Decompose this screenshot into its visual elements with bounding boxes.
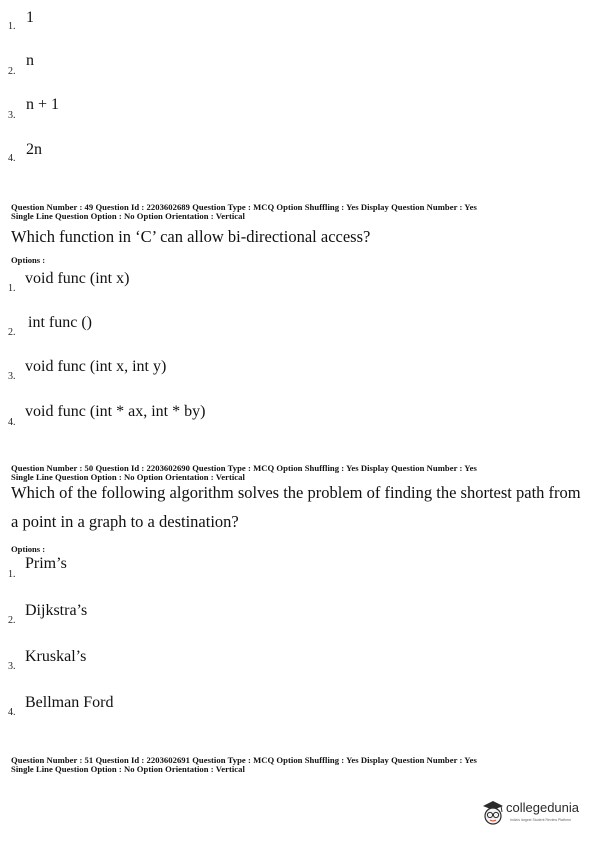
question-meta-line: Question Number : 51 Question Id : 2203602691 Question Type : MCQ Option Shuffling : Yes Display Question Number : Yes [11,755,477,765]
option-text: void func (int x, int y) [25,358,167,375]
option-number: 4. [8,707,16,718]
option-text: void func (int * ax, int * by) [25,403,206,420]
option-number: 1. [8,21,16,32]
option-text: Dijkstra’s [25,602,88,619]
mascot-icon [480,798,506,828]
option-number: 1. [8,283,16,294]
option-number: 2. [8,615,16,626]
collegedunia-logo [480,796,592,830]
option-text: int func () [28,314,92,331]
option-text: 1 [26,9,34,26]
options-label: Options : [11,255,46,265]
option-number: 3. [8,371,16,382]
option-number: 2. [8,66,16,77]
option-text: n [26,52,34,69]
logo-tagline: India's largest Student Review Platform [510,818,571,822]
option-number: 1. [8,569,16,580]
option-text: 2n [26,141,42,158]
option-number: 3. [8,110,16,121]
options-label: Options : [11,544,46,554]
option-text: Kruskal’s [25,648,87,665]
question-meta-line: Single Line Question Option : No Option Orientation : Vertical [11,472,245,482]
option-text: Bellman Ford [25,694,114,711]
question-meta-line: Question Number : 49 Question Id : 2203602689 Question Type : MCQ Option Shuffling : Yes Display Question Number : Yes [11,202,477,212]
question-text-line: Which of the following algorithm solves the problem of finding the shortest path from [11,483,581,502]
question-meta-line: Single Line Question Option : No Option Orientation : Vertical [11,211,245,221]
option-number: 3. [8,661,16,672]
option-number: 4. [8,417,16,428]
option-number: 2. [8,327,16,338]
logo-wordmark: collegedunia [506,800,580,815]
option-number: 4. [8,153,16,164]
question-meta-line: Single Line Question Option : No Option Orientation : Vertical [11,764,245,774]
option-text: n + 1 [26,96,60,113]
question-text-line: a point in a graph to a destination? [11,512,239,531]
option-text: void func (int x) [25,270,130,287]
question-meta [11,464,477,482]
option-text: Prim’s [25,555,67,572]
question-meta-line: Question Number : 50 Question Id : 2203602690 Question Type : MCQ Option Shuffling : Yes Display Question Number : Yes [11,463,477,473]
question-meta [11,203,477,221]
question-meta [11,756,477,774]
question-text: Which function in ‘C’ can allow bi-directional access? [11,227,371,246]
